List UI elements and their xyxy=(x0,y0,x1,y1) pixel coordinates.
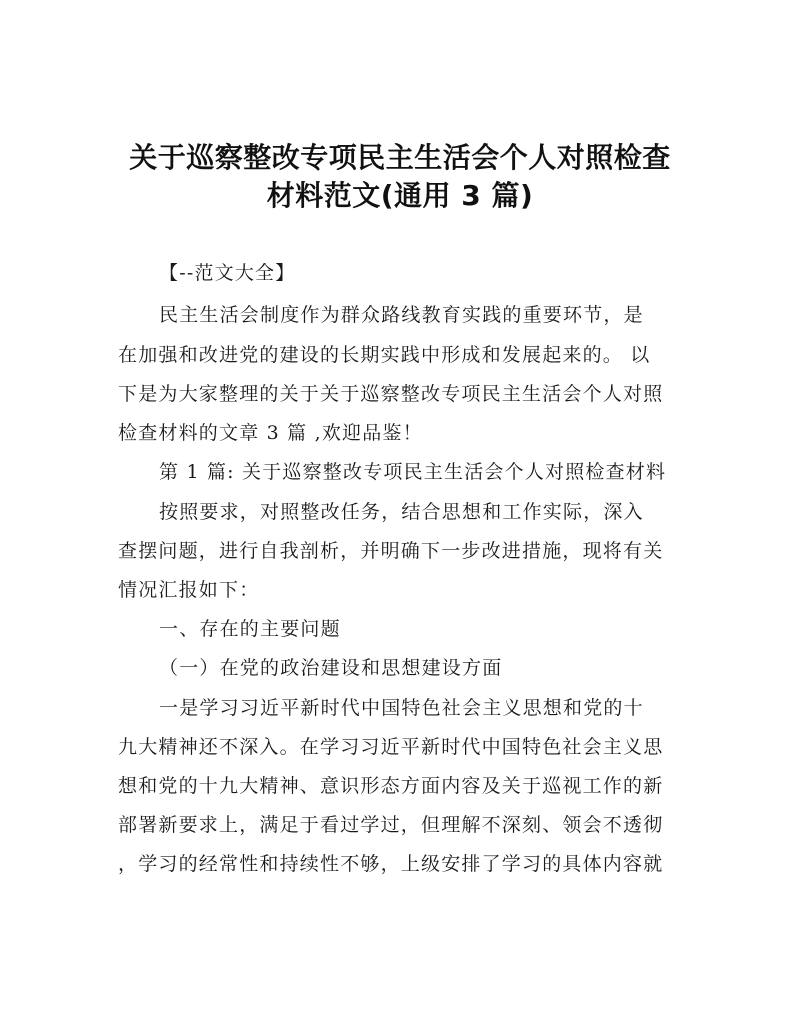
paragraph-line: 在加强和改进党的建设的长期实践中形成和发展起来的。 以 xyxy=(118,344,651,366)
paragraph-line: 九大精神还不深入。在学习习近平新时代中国特色社会主义思 xyxy=(118,736,664,758)
paragraph-line: 一是学习习近平新时代中国特色社会主义思想和党的十 xyxy=(159,697,644,719)
paragraph-line: ，学习的经常性和持续性不够，上级安排了学习的具体内容就 xyxy=(118,853,664,875)
document-title-line-1: 关于巡察整改专项民主生活会个人对照检查 xyxy=(129,141,671,174)
paragraph-line: 下是为大家整理的关于关于巡察整改专项民主生活会个人对照 xyxy=(118,383,664,405)
category-tag: 【--范文大全】 xyxy=(159,262,296,284)
paragraph-line: 检查材料的文章 3 篇 ,欢迎品鉴！ xyxy=(118,422,423,444)
subsection-heading: （一）在党的政治建设和思想建设方面 xyxy=(159,657,503,679)
paragraph-line: 民主生活会制度作为群众路线教育实践的重要环节，是 xyxy=(159,304,644,326)
section-heading-main-problems: 一、存在的主要问题 xyxy=(159,618,341,640)
paragraph-line: 想和党的十九大精神、意识形态方面内容及关于巡视工作的新 xyxy=(118,775,664,797)
paragraph-line: 情况汇报如下： xyxy=(118,579,260,601)
paragraph-line: 按照要求，对照整改任务，结合思想和工作实际，深入 xyxy=(159,501,644,523)
document-title-line-2: 材料范文(通用 3 篇) xyxy=(266,179,534,212)
paragraph-line: 查摆问题，进行自我剖析，并明确下一步改进措施，现将有关 xyxy=(118,540,664,562)
section-heading-article-1: 第 1 篇: 关于巡察整改专项民主生活会个人对照检查材料 xyxy=(159,461,667,483)
paragraph-line: 部署新要求上，满足于看过学过，但理解不深刻、领会不透彻 xyxy=(118,814,664,836)
